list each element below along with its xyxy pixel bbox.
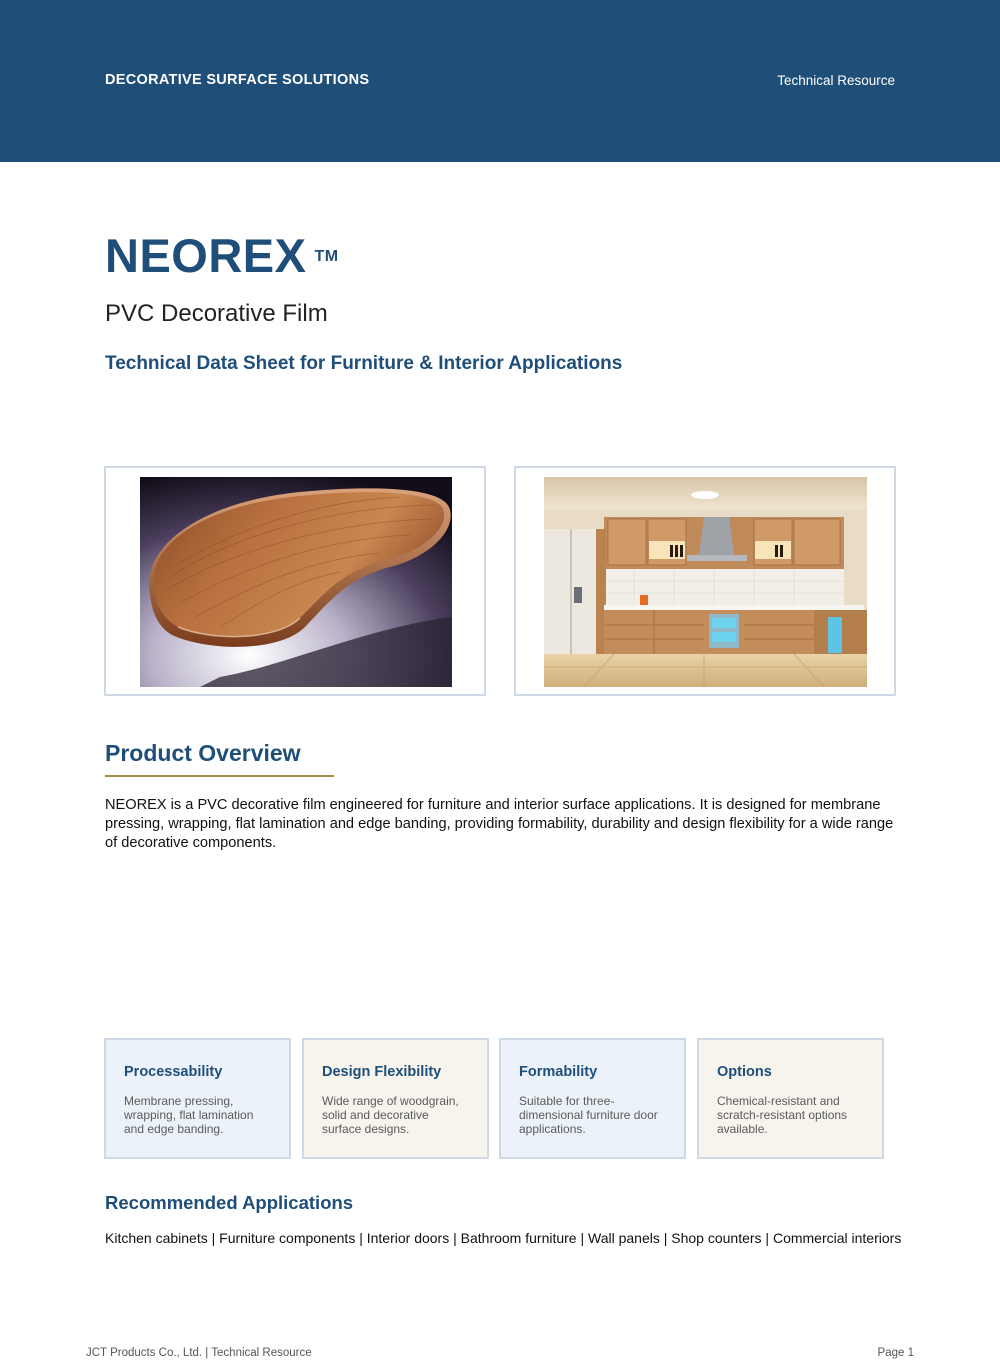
- document-tagline: Technical Data Sheet for Furniture & Interior Applications: [105, 353, 623, 374]
- header-band: [0, 0, 1000, 162]
- overview-heading: Product Overview: [105, 740, 301, 766]
- wood-tabletop-photo: [140, 477, 452, 687]
- brand-name: NEOREX: [105, 229, 307, 282]
- footer-company: JCT Products Co., Ltd. | Technical Resource: [86, 1347, 312, 1359]
- feature-card-title: Design Flexibility: [322, 1064, 442, 1080]
- feature-card-text: Membrane pressing, wrapping, flat lamination and edge banding.: [124, 1094, 254, 1136]
- photo-frame-tabletop: [104, 466, 486, 696]
- kitchen-interior-photo: [544, 477, 867, 687]
- photo-frame-kitchen: [514, 466, 896, 696]
- feature-card-title: Processability: [124, 1064, 223, 1080]
- product-brand-title: [105, 228, 339, 283]
- feature-card-title: Formability: [519, 1064, 598, 1080]
- applications-list: Kitchen cabinets | Furniture components | Interior doors | Bathroom furniture | Wall panels | Shop counters | Commercial interiors: [105, 1230, 902, 1246]
- feature-card-options: [697, 1038, 884, 1159]
- feature-card-text: Suitable for three-dimensional furniture door applications.: [519, 1094, 658, 1136]
- feature-card-processability: [104, 1038, 291, 1159]
- header-resource-label: Technical Resource: [777, 73, 895, 88]
- applications-heading: Recommended Applications: [105, 1192, 354, 1213]
- header-section-label: DECORATIVE SURFACE SOLUTIONS: [105, 72, 370, 88]
- feature-card-formability: [499, 1038, 686, 1159]
- trademark-mark: TM: [314, 248, 339, 265]
- overview-divider: [105, 775, 334, 777]
- feature-card-text: Wide range of woodgrain, solid and decorative surface designs.: [322, 1094, 459, 1136]
- product-subtitle: PVC Decorative Film: [105, 300, 328, 327]
- overview-body: NEOREX is a PVC decorative film engineered for furniture and interior surface applications. It is designed for membrane pressing, wrapping, flat lamination and edge banding, providing formability, durability and design flexibility for a wide range of decorative components.: [105, 797, 894, 851]
- feature-card-design-flexibility: [302, 1038, 489, 1159]
- feature-card-title: Options: [717, 1064, 772, 1080]
- footer-page-number: Page 1: [877, 1347, 914, 1359]
- feature-card-text: Chemical-resistant and scratch-resistant options available.: [717, 1094, 848, 1136]
